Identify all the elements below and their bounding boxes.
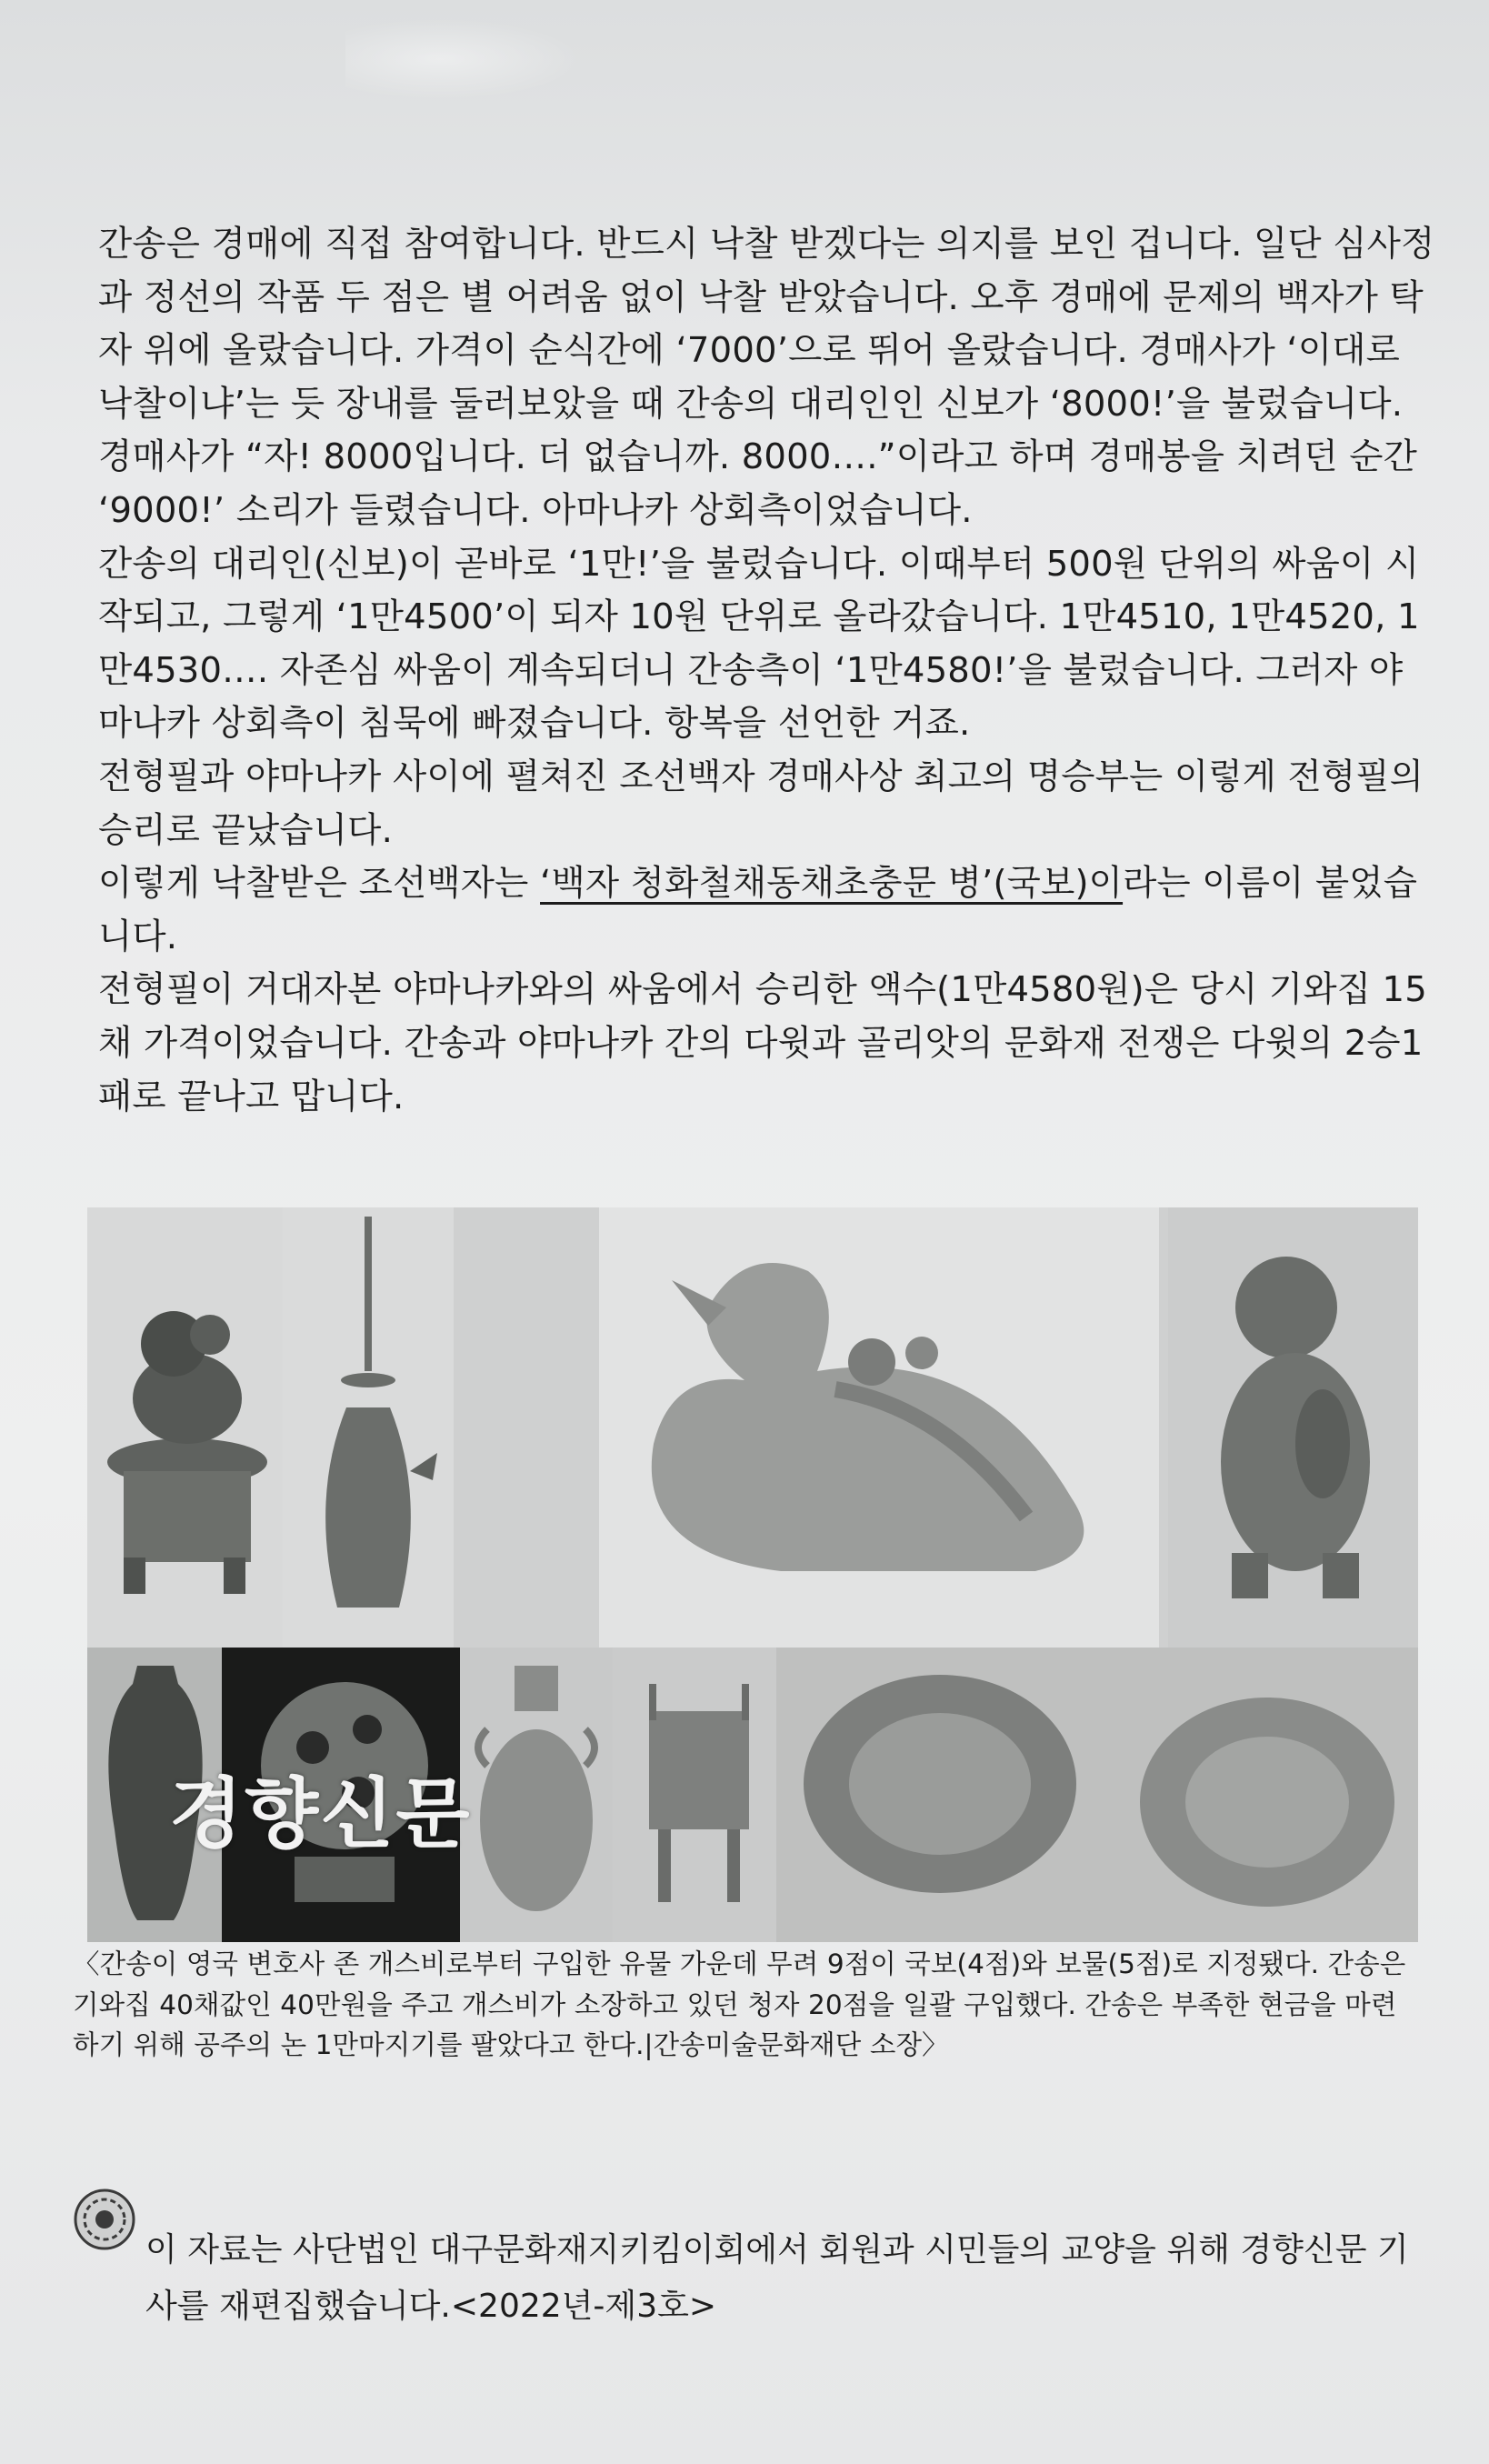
photo-monkey-water-dropper bbox=[1168, 1207, 1418, 1648]
paragraph-4-start: 이렇게 낙찰받은 조선백자는 bbox=[98, 863, 541, 905]
paragraph-2: 간송의 대리인(신보)이 곧바로 ‘1만!’을 불렀습니다. 이때부터 500원 단위의 싸움이 시작되고, 그렇게 ‘1만4500’이 되자 10원 단위로 올라갔습니다. 1만4510, 1만4520, 1만4530…. 자존심 싸움이 계속되더니 간송측이 ‘1만4580!’을 불렀습니다. 그러자 야마나카 상회측이 침묵에 빠졌습니다. 항복을 선언한 거죠. bbox=[98, 543, 1420, 745]
emblem-icon bbox=[73, 2188, 136, 2251]
photo-duck-ewer bbox=[599, 1207, 1159, 1648]
lidded-boxes-image bbox=[776, 1648, 1418, 1942]
photo-kundika-vessel bbox=[283, 1207, 454, 1648]
paragraph-3: 전형필과 야마나카 사이에 펼쳐진 조선백자 경매사상 최고의 명승부는 이렇게 전형필의 승리로 끝났습니다. bbox=[98, 756, 1424, 851]
photo-lion-incense-burner bbox=[87, 1207, 283, 1648]
paragraph-4 bbox=[98, 857, 1436, 964]
newspaper-watermark: 경향신문 bbox=[169, 1769, 472, 1858]
paper-crease bbox=[345, 18, 582, 100]
monkey-image bbox=[1168, 1207, 1418, 1648]
photo-caption: 〈간송이 영국 변호사 존 개스비로부터 구입한 유물 가운데 무려 9점이 국보(4점)와 보물(5점)로 지정됐다. 간송은 기와집 40채값인 40만원을 주고 개스비가 소장하고 있던 청자 20점을 일괄 구입했다. 간송은 부족한 현금을 마련하기 위해 공주의 논 1만마지기를 팔았다고 한다.|간송미술문화재단 소장〉 bbox=[73, 1948, 1406, 2060]
photo-twin-handled-jar bbox=[460, 1648, 613, 1942]
photo-tripod-censer bbox=[613, 1648, 776, 1942]
duck-ewer-image bbox=[599, 1207, 1159, 1648]
artifact-photo-collage bbox=[87, 1207, 1418, 1942]
underlined-artifact-name: ‘백자 청화철채동채초충문 병’(국보)이 bbox=[540, 863, 1124, 905]
tripod-censer-image bbox=[613, 1648, 776, 1942]
lion-incense-burner-image bbox=[87, 1207, 283, 1648]
photo-lidded-boxes bbox=[776, 1648, 1418, 1942]
paragraph-5: 전형필이 거대자본 야마나카와의 싸움에서 승리한 액수(1만4580원)은 당시 기와집 15채 가격이었습니다. 간송과 야마나카 간의 다윗과 골리앗의 문화재 전쟁은 다윗의 2승1패로 끝나고 맙니다. bbox=[98, 969, 1427, 1117]
footer-note: 이 자료는 사단법인 대구문화재지키킴이회에서 회원과 시민들의 교양을 위해 경향신문 기사를 재편집했습니다.<2022년-제3호> bbox=[145, 2231, 1409, 2325]
paragraph-4-end: 라는 이름이 붙었습니다. bbox=[98, 863, 1418, 957]
kundika-image bbox=[283, 1207, 454, 1648]
paragraph-1: 간송은 경매에 직접 참여합니다. 반드시 낙찰 받겠다는 의지를 보인 겁니다. 일단 심사정과 정선의 작품 두 점은 별 어려움 없이 낙찰 받았습니다. 오후 경매에 문제의 백자가 탁자 위에 올랐습니다. 가격이 순식간에 ‘7000’으로 뛰어 올랐습니다. 경매사가 ‘이대로 낙찰이냐’는 듯 장내를 둘러보았을 때 간송의 대리인인 신보가 ‘8000!’을 불렀습니다. 경매사가 “자! 8000입니다. 더 없습니까. 8000….”이라고 하며 경매봉을 치려던 순간 ‘9000!’ 소리가 들렸습니다. 아마나카 상회측이었습니다. bbox=[98, 224, 1435, 531]
twin-handled-jar-image bbox=[460, 1648, 613, 1942]
article-body bbox=[98, 218, 1436, 1124]
